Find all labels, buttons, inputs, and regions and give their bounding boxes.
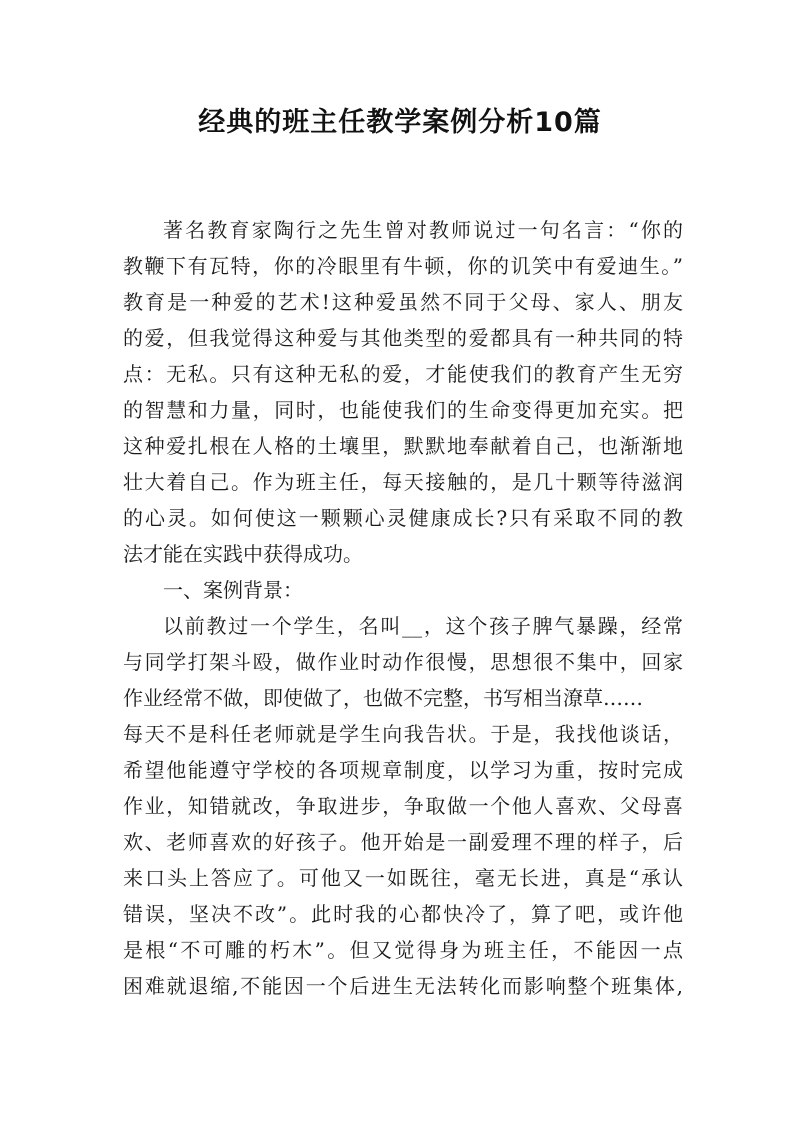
text-line: 来口头上答应了。可他又一如既往，毫无长进，真是“承认: [123, 866, 683, 890]
text-line: 欢、老师喜欢的好孩子。他开始是一副爱理不理的样子，后: [123, 830, 683, 854]
text-line: 教鞭下有瓦特，你的冷眼里有牛顿，你的讥笑中有爱迪生。”: [123, 254, 683, 278]
text-line: 作业，知错就改，争取进步，争取做一个他人喜欢、父母喜: [123, 794, 683, 818]
text-line: 的智慧和力量，同时，也能使我们的生命变得更加充实。把: [123, 398, 683, 422]
text-line: 一、案例背景：: [163, 578, 303, 602]
document-body: [123, 212, 683, 1004]
text-line: 壮大着自己。作为班主任，每天接触的，是几十颗等待滋润: [123, 470, 683, 494]
text-line: 教育是一种爱的艺术!这种爱虽然不同于父母、家人、朋友: [123, 290, 683, 314]
text-line: 与同学打架斗殴，做作业时动作很慢，思想很不集中，回家: [123, 650, 683, 674]
text-line: 作业经常不做，即使做了，也做不完整，书写相当潦草……: [123, 686, 643, 710]
text-line: 希望他能遵守学校的各项规章制度，以学习为重，按时完成: [123, 758, 683, 782]
text-line: 以前教过一个学生，名叫__，这个孩子脾气暴躁，经常: [163, 614, 683, 638]
text-line: 错误，坚决不改”。此时我的心都快冷了，算了吧，或许他: [123, 902, 683, 926]
text-line: 著名教育家陶行之先生曾对教师说过一句名言：“你的: [163, 218, 683, 242]
text-line: 困难就退缩,不能因一个后进生无法转化而影响整个班集体,: [123, 974, 683, 998]
document-title: 经典的班主任教学案例分析10篇: [198, 107, 602, 138]
text-line: 这种爱扎根在人格的土壤里，默默地奉献着自己，也渐渐地: [123, 434, 683, 458]
text-line: 点：无私。只有这种无私的爱，才能使我们的教育产生无穷: [123, 362, 683, 386]
text-line: 法才能在实践中获得成功。: [123, 542, 363, 566]
text-line: 的心灵。如何使这一颗颗心灵健康成长?只有采取不同的教: [123, 506, 683, 530]
text-line: 每天不是科任老师就是学生向我告状。于是，我找他谈话，: [123, 722, 683, 746]
text-line: 是根“不可雕的朽木”。但又觉得身为班主任，不能因一点: [123, 938, 683, 962]
text-line: 的爱，但我觉得这种爱与其他类型的爱都具有一种共同的特: [123, 326, 683, 350]
